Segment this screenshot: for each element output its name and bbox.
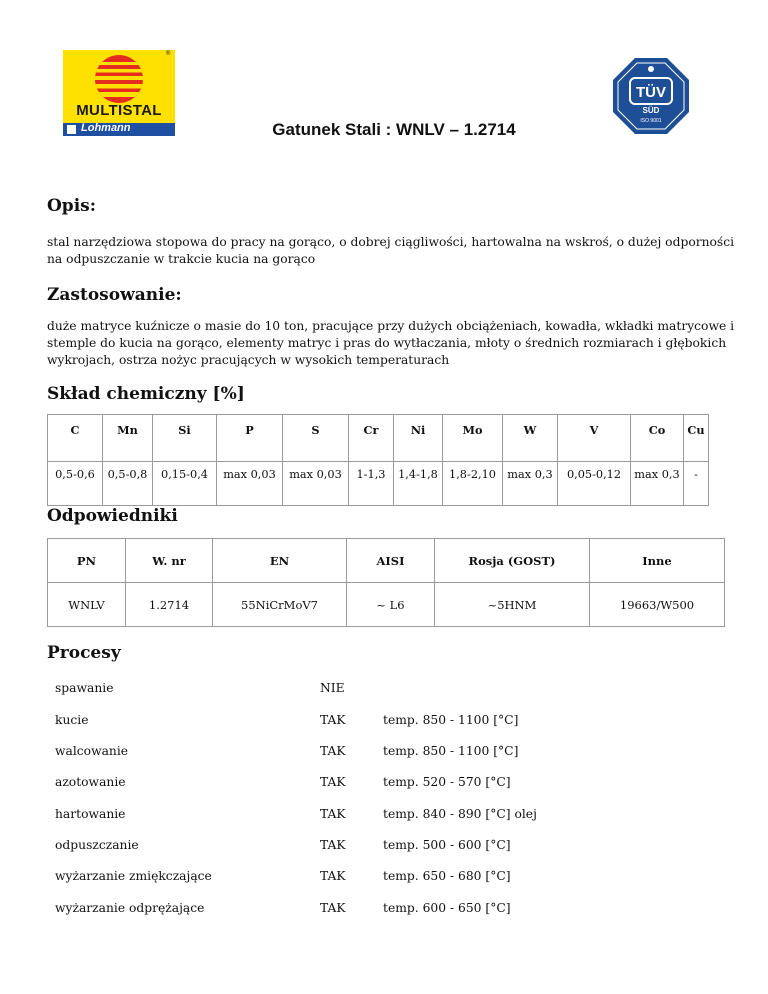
value-cell: max 0,03 (283, 462, 349, 506)
process-name: spawanie (55, 681, 114, 695)
process-name: hartowanie (55, 807, 126, 821)
process-value: TAK (320, 713, 346, 727)
process-value: TAK (320, 744, 346, 758)
opis-text: stal narzędziowa stopowa do pracy na gorąco, o dobrej ciągliwości, hartowalna na wskroś, o dużej odporności na odpuszczanie w trakcie kucia na gorąco (47, 235, 735, 266)
sun-icon (92, 54, 146, 104)
table-row (48, 462, 709, 506)
header-cell: Si (153, 415, 217, 462)
process-temp: temp. 850 - 1100 [°C] (383, 744, 519, 758)
value-cell: 1,8-2,10 (443, 462, 503, 506)
process-name: walcowanie (55, 744, 129, 758)
list-item (55, 775, 655, 793)
tuv-brand: TÜV (636, 84, 666, 101)
value-cell: 0,5-0,6 (48, 462, 103, 506)
value-cell: WNLV (48, 583, 126, 627)
process-value: TAK (320, 869, 346, 883)
list-item (55, 901, 655, 919)
list-item (55, 681, 655, 699)
header-cell: C (48, 415, 103, 462)
value-cell: 0,05-0,12 (558, 462, 631, 506)
header-cell: Mn (103, 415, 153, 462)
header-cell: EN (213, 539, 347, 583)
logo-name: MULTISTAL (76, 102, 162, 119)
table-header-row (48, 539, 725, 583)
process-name: wyżarzanie zmiękczające (55, 869, 212, 883)
value-cell: 0,5-0,8 (103, 462, 153, 506)
tuv-region: SÜD (642, 106, 660, 115)
tuv-standard: ISO 9001 (640, 118, 662, 124)
value-cell: 1,4-1,8 (394, 462, 443, 506)
process-temp: temp. 650 - 680 [°C] (383, 869, 511, 883)
opis-heading: Opis: (47, 196, 96, 216)
list-item (55, 713, 655, 731)
list-item (55, 807, 655, 825)
process-name: kucie (55, 713, 89, 727)
value-cell: ~5HNM (435, 583, 590, 627)
header-cell: P (217, 415, 283, 462)
value-cell: ~ L6 (347, 583, 435, 627)
process-value: TAK (320, 807, 346, 821)
value-cell: 1-1,3 (349, 462, 394, 506)
odpowiedniki-heading: Odpowiedniki (47, 506, 178, 526)
process-temp: temp. 520 - 570 [°C] (383, 775, 511, 789)
zastosowanie-text: duże matryce kuźnicze o masie do 10 ton, pracujące przy dużych obciążeniach, kowadła, wkładki matrycowe i stemple do kucia na gorąco, elementy matryc i pras do wytłaczania, młoty o średnich rozmiarach i głębokich wykrojach, ostrza nożyc pracujących w wysokich temperaturach (47, 319, 735, 367)
value-cell: max 0,3 (503, 462, 558, 506)
header-cell: W. nr (126, 539, 213, 583)
header-cell: S (283, 415, 349, 462)
header-cell: Inne (590, 539, 725, 583)
chemical-composition-table (47, 414, 709, 506)
procesy-heading: Procesy (47, 643, 121, 663)
header-cell: AISI (347, 539, 435, 583)
sklad-heading: Skład chemiczny [%] (47, 384, 245, 404)
header-cell: Mo (443, 415, 503, 462)
process-value: NIE (320, 681, 345, 695)
page-title: Gatunek Stali : WNLV – 1.2714 (272, 120, 516, 139)
process-name: wyżarzanie odprężające (55, 901, 205, 915)
equivalents-table (47, 538, 725, 627)
header-cell: PN (48, 539, 126, 583)
process-value: TAK (320, 901, 346, 915)
header-cell: Rosja (GOST) (435, 539, 590, 583)
process-temp: temp. 600 - 650 [°C] (383, 901, 511, 915)
logo-sub: Lohmann (81, 122, 131, 134)
list-item (55, 869, 655, 887)
process-name: odpuszczanie (55, 838, 139, 852)
value-cell: 19663/W500 (590, 583, 725, 627)
header-cell: Cu (684, 415, 709, 462)
value-cell: - (684, 462, 709, 506)
header-cell: V (558, 415, 631, 462)
list-item (55, 744, 655, 762)
table-header-row (48, 415, 709, 462)
table-row (48, 583, 725, 627)
registered-mark: ® (166, 51, 171, 57)
header-cell: Co (631, 415, 684, 462)
value-cell: 1.2714 (126, 583, 213, 627)
value-cell: max 0,03 (217, 462, 283, 506)
process-value: TAK (320, 775, 346, 789)
value-cell: max 0,3 (631, 462, 684, 506)
value-cell: 0,15-0,4 (153, 462, 217, 506)
value-cell: 55NiCrMoV7 (213, 583, 347, 627)
process-temp: temp. 840 - 890 [°C] olej (383, 807, 537, 821)
list-item (55, 838, 655, 856)
process-temp: temp. 500 - 600 [°C] (383, 838, 511, 852)
process-name: azotowanie (55, 775, 126, 789)
zastosowanie-heading: Zastosowanie: (47, 285, 182, 305)
process-value: TAK (320, 838, 346, 852)
header-cell: W (503, 415, 558, 462)
header-cell: Cr (349, 415, 394, 462)
process-temp: temp. 850 - 1100 [°C] (383, 713, 519, 727)
header-cell: Ni (394, 415, 443, 462)
